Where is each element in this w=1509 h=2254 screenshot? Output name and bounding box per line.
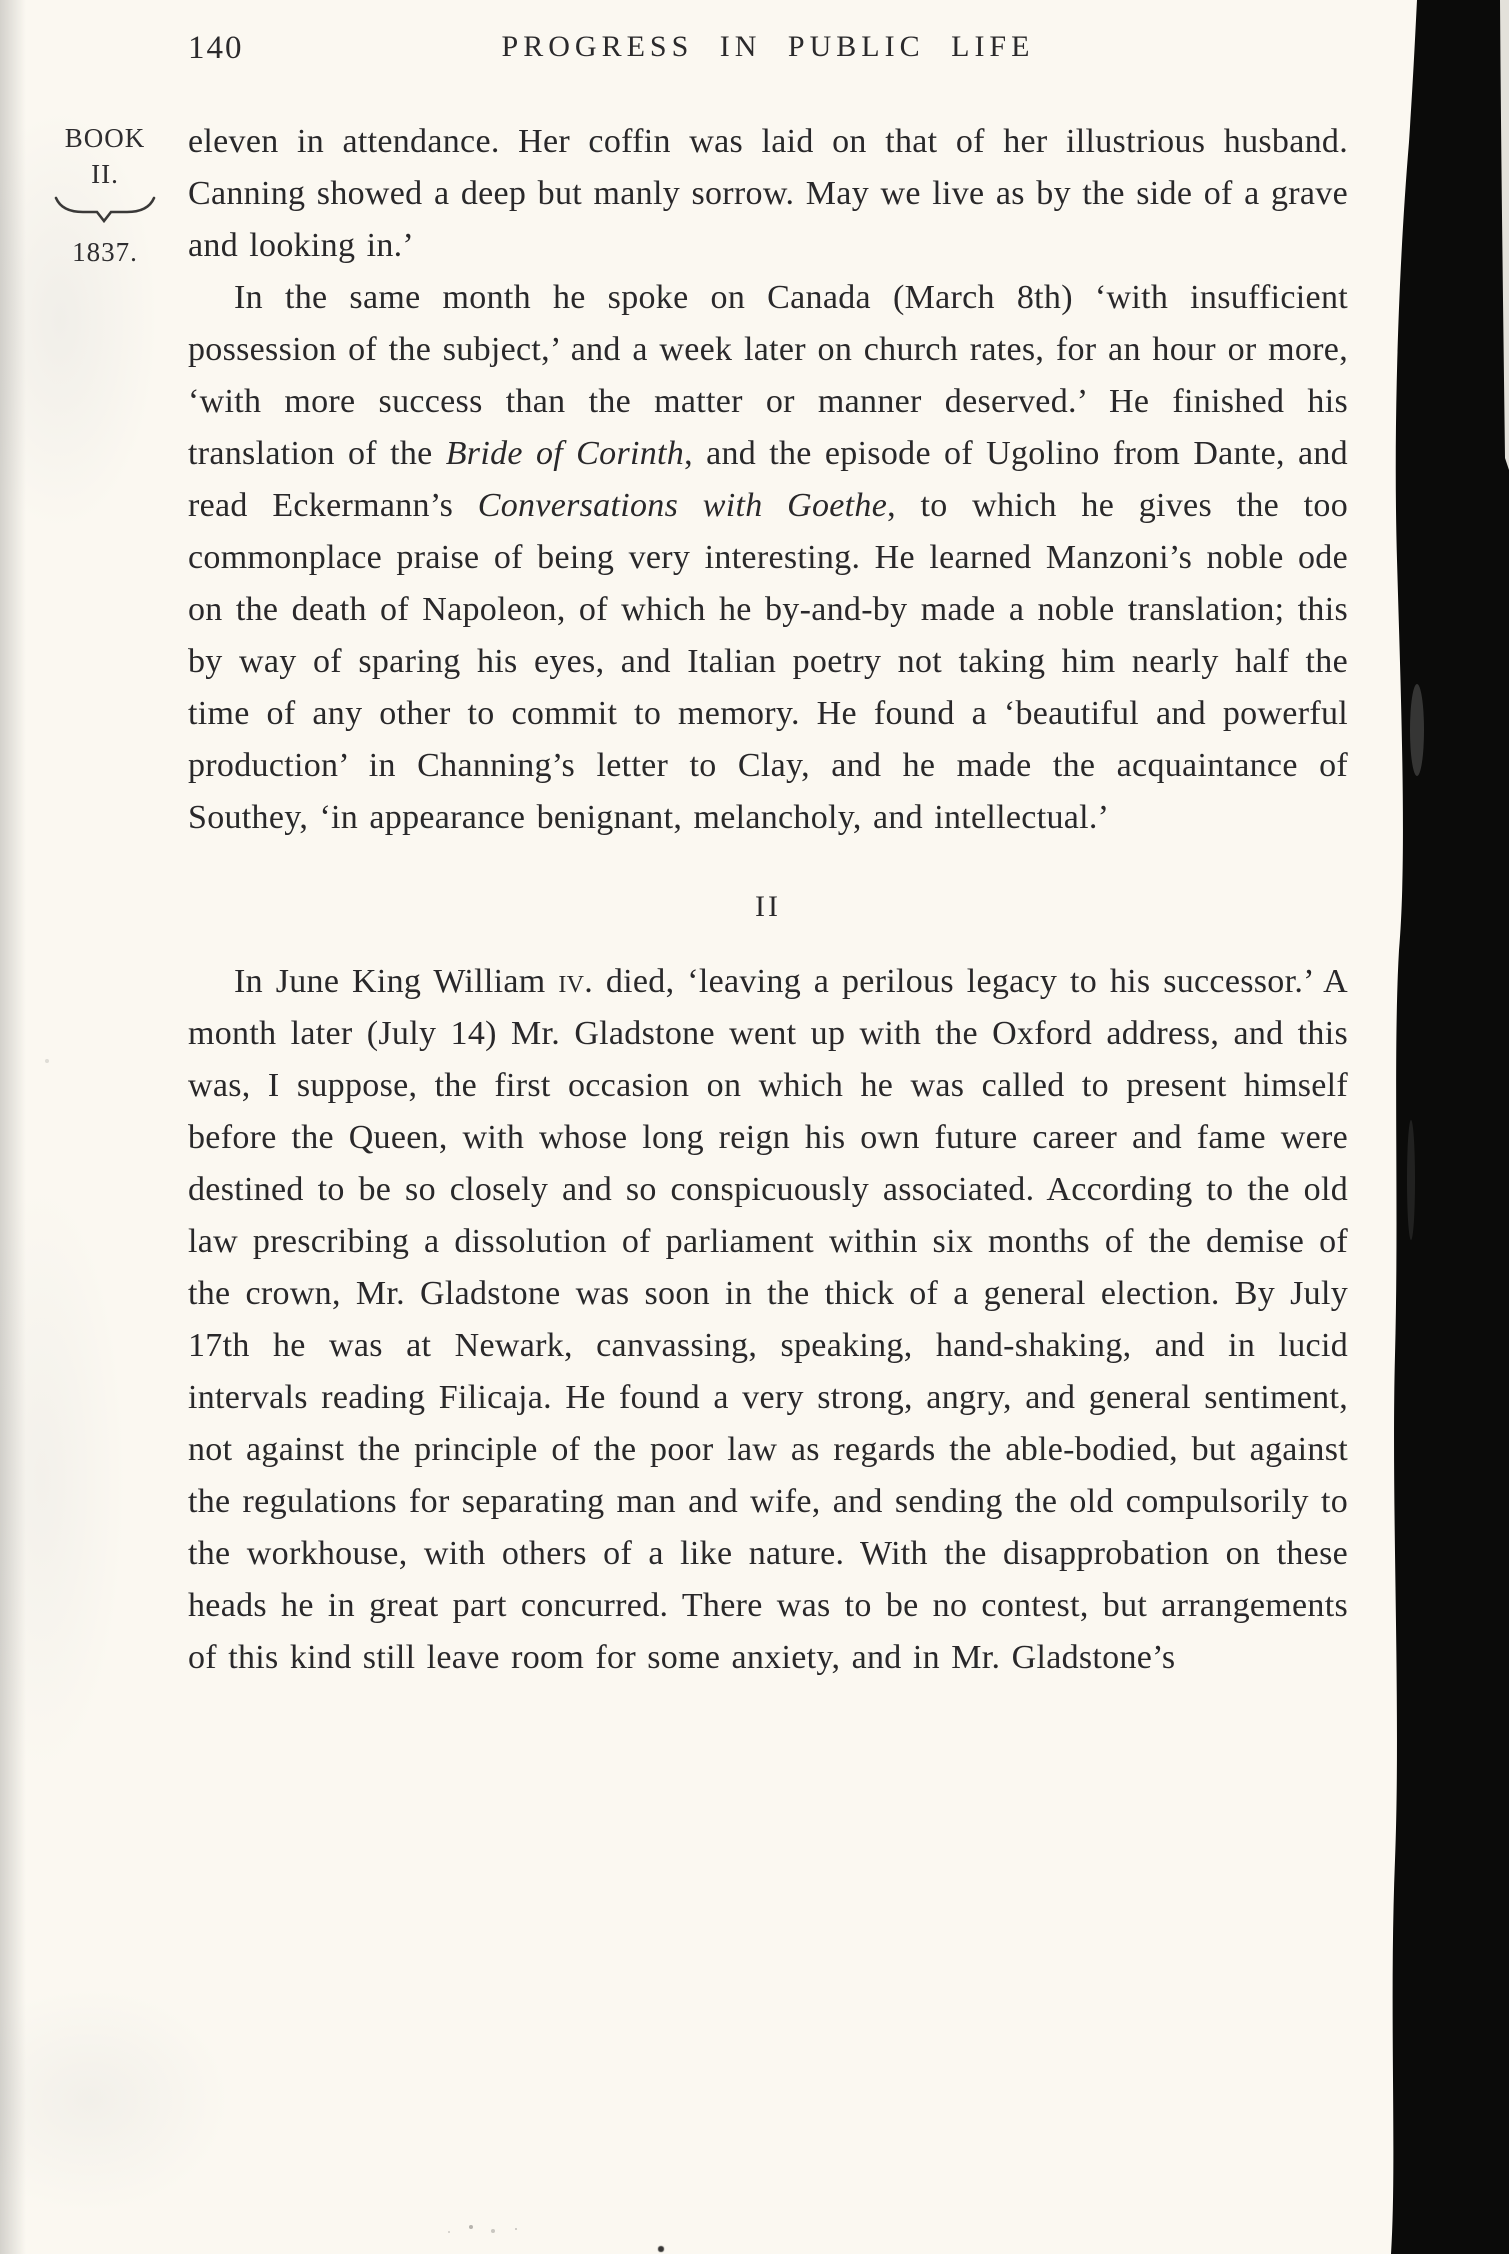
text-run: eleven in attendance. Her coffin was laid on that of her illustrious husband. Canning showed a deep but manly sorrow. May we live as by the side of a grave and looking in.’: [188, 123, 1348, 264]
margin-year: 1837.: [72, 237, 138, 267]
text-run-italic: Bride of Corinth: [445, 435, 685, 472]
text-run: In the same month he spoke on Canada (March 8th) ‘with insufficient possession of the subject,’ and a week later on church rates, for an hour or more, ‘with more success than the matter or manner deserved.’ He finished his translation of the: [188, 279, 1348, 472]
running-title: PROGRESS IN PUBLIC LIFE: [501, 30, 1035, 63]
scan-speckles: [0, 0, 2, 2]
margin-book-label: BOOK: [64, 123, 146, 153]
margin-book-number: II.: [91, 159, 119, 189]
left-scan-shading: [0, 0, 26, 2254]
paragraph: [188, 272, 1348, 844]
page-number: 140: [188, 30, 244, 66]
paragraph: [188, 956, 1348, 1684]
section-heading: II: [755, 890, 781, 923]
text-run: , to which he gives the too commonplace praise of being very interesting. He learned Manzoni’s noble ode on the death of Napoleon, of which he by-and-by made a noble translation; this by way of sparing his eyes, and Italian poetry not taking him nearly half the time of any other to commit to memory. He found a ‘beautiful and powerful production’ in Channing’s letter to Clay, and he made the acquaintance of Southey, ‘in appearance benignant, melancholy, and intellectual.’: [188, 487, 1349, 836]
text-run-smallcaps: iv: [558, 963, 585, 1000]
right-scan-gutter: [1387, 0, 1509, 2254]
text-run: In June King William: [234, 963, 559, 1000]
brace-icon: [53, 194, 157, 224]
margin-notes: [32, 120, 178, 270]
paragraph-continuation: [188, 116, 1348, 272]
text-run: . died, ‘leaving a perilous legacy to his successor.’ A month later (July 14) Mr. Gladstone went up with the Oxford address, and this was, I suppose, the first occasion on which he was called to present himself before the Queen, with whose long reign his own future career and fame were destined to be so closely and so conspicuously associated. According to the old law prescribing a dissolution of parliament within six months of the demise of the crown, Mr. Gladstone was soon in the thick of a general election. By July 17th he was at Newark, canvassing, speaking, hand-shaking, and in lucid intervals reading Filicaja. He found a very strong, angry, and general sentiment, not against the principle of the poor law as regards the able-bodied, but against the regulations for separating man and wife, and sending the old compulsorily to the workhouse, with others of a like nature. With the disapprobation on these heads he in great part concurred. There was to be no contest, but arrangements of this kind still leave room for some anxiety, and in Mr. Gladstone’s: [188, 963, 1348, 1676]
text-run: , and the episode of Ugolino from Dante, and read Eckermann’s: [188, 435, 1348, 524]
text-run-italic: Conversations with Goethe: [477, 487, 888, 524]
page-text: [188, 116, 1348, 1684]
page-header: [188, 30, 1348, 80]
